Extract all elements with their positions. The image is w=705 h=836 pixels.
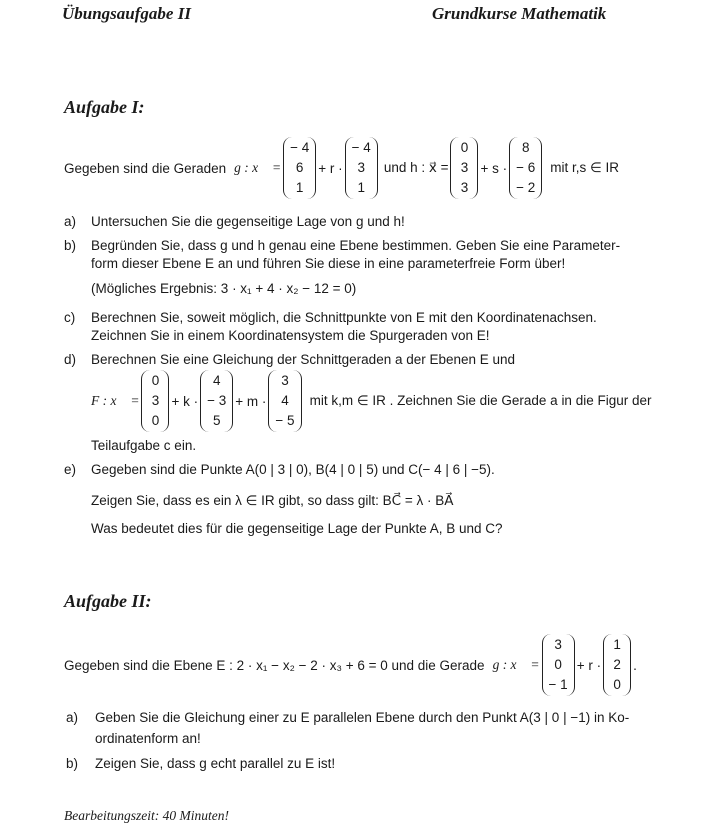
item-b-line2: form dieser Ebene E an und führen Sie diese in eine parameterfreie Form über! [91,256,566,271]
intro-tail: mit r,s ∈ IR [550,160,620,175]
h-direction-vector: 8 − 6 − 2 [509,137,542,199]
F-operator-k: + k · [171,393,199,409]
intro2-tail: . [633,657,637,673]
intro2-text: Gegeben sind die Ebene E : 2 · x₁ − x₂ − 2 · x₃ + 6 = 0 und die Gerade [64,657,485,673]
g2-direction-vector: 1 2 0 [603,634,631,696]
g-label: g : x⃗ = [234,160,282,175]
F-support-vector: 0 3 0 [141,370,169,432]
item-e-line3: Was bedeutet dies für die gegenseitige Lage der Punkte A, B und C? [91,521,503,536]
F-operator-m: + m · [235,393,267,409]
g-direction-vector: − 4 3 1 [345,137,378,199]
item2-a-line1: Geben Sie die Gleichung einer zu E parallelen Ebene durch den Punkt A(3 | 0 | −1) in Ko- [95,710,630,725]
g2-support-vector: 3 0 − 1 [542,634,575,696]
g-operator: + r · [318,160,343,176]
section-title-aufgabe-2: Aufgabe II: [64,591,152,611]
h-operator: + s · [480,160,508,176]
F-label: F : x⃗ = [91,393,140,408]
aufgabe1-intro [64,133,619,203]
aufgabe2-intro [64,632,637,698]
item-d-plane-F [91,368,651,434]
item-e-line2: Zeigen Sie, dass es ein λ ∈ IR gibt, so dass gilt: BC⃗ = λ · BA⃗ [91,493,454,508]
header-left: Übungsaufgabe II [62,4,191,23]
F-direction-vector-2: 3 4 − 5 [268,370,301,432]
item2-a-line2: ordinatenform an! [95,731,201,746]
h-support-vector: 0 3 3 [450,137,478,199]
item2-b-label: b) [66,756,79,771]
footer-time: Bearbeitungszeit: 40 Minuten! [64,808,229,823]
intro-text: Gegeben sind die Geraden [64,160,227,176]
g2-label: g : x⃗ = [492,657,540,672]
item-d-line1: Berechnen Sie eine Gleichung der Schnittgeraden a der Ebenen E und [91,352,516,367]
item-c-line1: Berechnen Sie, soweit möglich, die Schnittpunkte von E mit den Koordinatenachsen. [91,310,597,325]
section-title-aufgabe-1: Aufgabe I: [64,97,145,117]
item-c-line2: Zeichnen Sie in einem Koordinatensystem die Spurgeraden von E! [91,328,490,343]
item-b-line1: Begründen Sie, dass g und h genau eine Ebene bestimmen. Geben Sie eine Parameter- [91,238,621,253]
item-d-label: d) [64,352,77,367]
h-label: und h : x⃗ = [383,160,449,175]
item-d-line3: Teilaufgabe c ein. [91,438,197,453]
item-e-line1: Gegeben sind die Punkte A(0 | 3 | 0), B(4 | 0 | 5) und C(− 4 | 6 | −5). [91,462,495,477]
item2-b-text: Zeigen Sie, dass g echt parallel zu E ist! [95,756,336,771]
F-direction-vector-1: 4 − 3 5 [200,370,233,432]
header-right: Grundkurse Mathematik [432,4,607,23]
g2-operator: + r · [576,657,602,673]
item-a-text: Untersuchen Sie die gegenseitige Lage von g und h! [91,214,405,229]
item-b-label: b) [64,238,77,253]
item-c-label: c) [64,310,76,325]
item-e-label: e) [64,462,77,477]
item-d-tail: mit k,m ∈ IR . Zeichnen Sie die Gerade a in die Figur der [309,393,652,408]
item-a-label: a) [64,214,77,229]
item2-a-label: a) [66,710,79,725]
g-support-vector: − 4 6 1 [283,137,316,199]
item-b-hint: (Mögliches Ergebnis: 3 · x₁ + 4 · x₂ − 12 = 0) [91,281,357,296]
